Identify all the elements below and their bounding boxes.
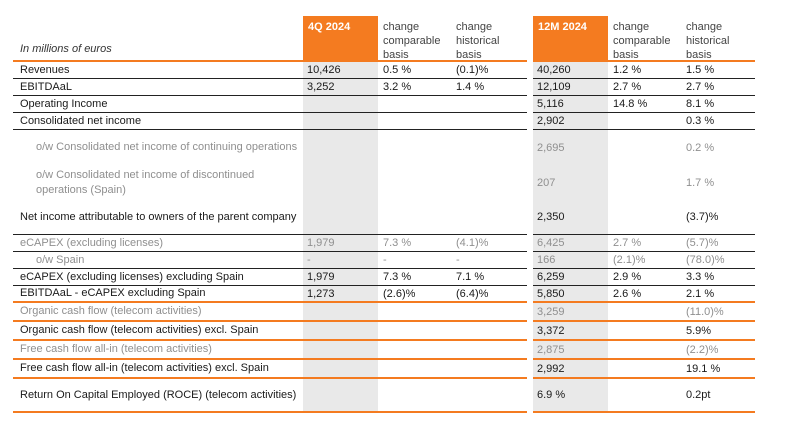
row-label: eCAPEX (excluding licenses) [20, 236, 164, 249]
y-value-cell: 3,372 [533, 322, 608, 339]
y-change-historical-cell: 8.1 % [686, 98, 715, 110]
row-label: EBITDAaL [20, 80, 72, 93]
y-value-cell: 2,695 [533, 130, 608, 165]
table-row [13, 303, 769, 322]
row-label: EBITDAaL - eCAPEX excluding Spain [20, 287, 206, 299]
y-change-comparable-cell: 2.9 % [613, 271, 642, 283]
row-right-segment [533, 62, 755, 79]
q-value-cell [303, 341, 378, 358]
y-change-comparable-cell: 2.6 % [613, 287, 642, 300]
q-value-cell: 1,979 [303, 235, 378, 251]
table-row [13, 269, 769, 286]
q-change-historical-cell: 7.1 % [456, 271, 485, 283]
row-left-segment [13, 165, 527, 200]
y-change-historical-cell: 19.1 % [686, 362, 721, 375]
row-right-segment [533, 286, 755, 303]
y-value-cell: 2,875 [533, 341, 608, 358]
row-left-segment [13, 341, 527, 360]
y-value-cell: 207 [533, 165, 608, 200]
q-change-historical-header: change historical basis [456, 21, 500, 61]
y-value-cell: 3,259 [533, 303, 608, 320]
y-value-cell: 2,350 [533, 200, 608, 234]
q-change-comparable-cell: 7.3 % [383, 271, 412, 283]
table-row [13, 379, 769, 413]
q-change-comparable-cell: 0.5 % [383, 64, 412, 76]
y-value-cell: 40,260 [533, 62, 608, 78]
y-change-historical-cell: (2.2)% [686, 343, 719, 356]
table-row [13, 96, 769, 113]
y-value-cell: 5,850 [533, 286, 608, 301]
row-label: Organic cash flow (telecom activities) excl. Spain [20, 324, 259, 336]
row-right-segment [533, 360, 755, 379]
y-value-cell: 6.9 % [533, 379, 608, 411]
q-change-comparable-header: change comparable basis [383, 21, 441, 61]
row-label: Consolidated net income [20, 114, 142, 127]
q-value-cell [303, 130, 378, 165]
q-value-cell [303, 113, 378, 129]
row-label: eCAPEX (excluding licenses) excluding Spain [20, 270, 244, 283]
q-value-cell: 10,426 [303, 62, 378, 78]
y-change-historical-cell: 5.9% [686, 324, 712, 337]
unit-label: In millions of euros [20, 43, 112, 55]
y-change-comparable-header: change comparable basis [613, 21, 671, 61]
row-right-segment [533, 165, 755, 200]
period-q-header: 4Q 2024 [303, 16, 378, 60]
row-label: Return On Capital Employed (ROCE) (telecom activities) [20, 388, 297, 401]
row-left-segment [13, 96, 527, 113]
q-value-cell [303, 96, 378, 112]
row-label: o/w Consolidated net income of discontinued operations (Spain) [36, 168, 255, 196]
q-value-cell: 1,979 [303, 269, 378, 285]
row-right-segment [533, 113, 755, 130]
table-row [13, 130, 769, 165]
row-left-segment [13, 252, 527, 269]
row-label: Net income attributable to owners of the parent company [20, 210, 297, 223]
row-right-segment [533, 341, 755, 360]
q-change-comparable-cell: - [383, 254, 387, 266]
table-row [13, 360, 769, 379]
table-row [13, 341, 769, 360]
q-value-cell [303, 322, 378, 339]
row-label: Organic cash flow (telecom activities) [20, 305, 202, 317]
table-row [13, 322, 769, 341]
table-row [13, 200, 769, 235]
y-value-cell: 6,259 [533, 269, 608, 285]
row-right-segment [533, 96, 755, 113]
row-left-segment [13, 130, 527, 165]
y-value-cell: 166 [533, 252, 608, 268]
q-change-historical-cell: - [456, 254, 460, 266]
q-value-cell: 1,273 [303, 286, 378, 301]
row-right-segment [533, 200, 755, 235]
q-value-cell [303, 360, 378, 377]
y-change-historical-header: change historical basis [686, 21, 730, 61]
row-left-segment [13, 235, 527, 252]
y-value-cell: 6,425 [533, 235, 608, 251]
row-left-segment [13, 269, 527, 286]
y-change-comparable-cell: 14.8 % [613, 98, 648, 110]
y-change-comparable-cell: 2.7 % [613, 237, 642, 249]
table-row [13, 252, 769, 269]
row-right-segment [533, 235, 755, 252]
header-left-segment [13, 14, 527, 62]
row-left-segment [13, 286, 527, 303]
q-value-cell [303, 200, 378, 234]
q-value-cell: - [303, 252, 378, 268]
q-change-historical-cell: (0.1)% [456, 64, 489, 76]
table-row [13, 165, 769, 200]
y-change-historical-cell: 1.5 % [686, 64, 715, 76]
row-left-segment [13, 62, 527, 79]
q-value-cell [303, 165, 378, 200]
y-change-historical-cell: (78.0)% [686, 254, 725, 266]
row-label: Free cash flow all-in (telecom activities) [20, 343, 212, 355]
row-left-segment [13, 303, 527, 322]
y-value-cell: 5,116 [533, 96, 608, 112]
row-left-segment [13, 360, 527, 379]
row-right-segment [533, 379, 755, 413]
table-row [13, 113, 769, 130]
y-change-historical-cell: 0.3 % [686, 115, 715, 127]
row-left-segment [13, 200, 527, 235]
row-left-segment [13, 79, 527, 96]
table-body [13, 62, 769, 413]
row-label: Revenues [20, 63, 70, 76]
table-row [13, 235, 769, 252]
row-right-segment [533, 130, 755, 165]
y-value-cell: 2,902 [533, 113, 608, 129]
period-y-header: 12M 2024 [533, 16, 608, 60]
y-change-historical-cell: 1.7 % [686, 176, 715, 189]
y-change-historical-cell: (3.7)% [686, 211, 719, 223]
q-change-historical-cell: (4.1)% [456, 237, 489, 249]
q-value-cell: 3,252 [303, 79, 378, 95]
row-label: o/w Spain [36, 253, 85, 266]
row-label: Operating Income [20, 97, 108, 110]
y-change-historical-cell: 0.2pt [686, 389, 711, 401]
table-header [13, 14, 769, 62]
row-right-segment [533, 79, 755, 96]
q-change-historical-cell: (6.4)% [456, 287, 489, 300]
q-change-historical-cell: 1.4 % [456, 81, 485, 93]
table-row [13, 286, 769, 303]
row-label: Free cash flow all-in (telecom activities) excl. Spain [20, 362, 269, 374]
y-change-historical-cell: 3.3 % [686, 271, 715, 283]
y-change-historical-cell: 2.1 % [686, 287, 715, 300]
y-change-historical-cell: 0.2 % [686, 141, 715, 154]
row-left-segment [13, 322, 527, 341]
row-right-segment [533, 269, 755, 286]
q-value-cell [303, 379, 378, 411]
header-right-segment [533, 14, 755, 62]
row-label: o/w Consolidated net income of continuing operations [36, 141, 298, 153]
y-value-cell: 2,992 [533, 360, 608, 377]
y-change-historical-cell: 2.7 % [686, 81, 715, 93]
y-change-historical-cell: (11.0)% [686, 305, 724, 318]
y-change-historical-cell: (5.7)% [686, 237, 719, 249]
y-change-comparable-cell: 1.2 % [613, 64, 642, 76]
row-left-segment [13, 113, 527, 130]
row-right-segment [533, 303, 755, 322]
q-change-comparable-cell: 3.2 % [383, 81, 412, 93]
table-row [13, 62, 769, 79]
y-value-cell: 12,109 [533, 79, 608, 95]
q-value-cell [303, 303, 378, 320]
row-right-segment [533, 252, 755, 269]
table-row [13, 79, 769, 96]
row-right-segment [533, 322, 755, 341]
y-change-comparable-cell: (2.1)% [613, 254, 646, 266]
q-change-comparable-cell: 7.3 % [383, 237, 412, 249]
y-change-comparable-cell: 2.7 % [613, 81, 642, 93]
q-change-comparable-cell: (2.6)% [383, 287, 416, 300]
row-left-segment [13, 379, 527, 413]
